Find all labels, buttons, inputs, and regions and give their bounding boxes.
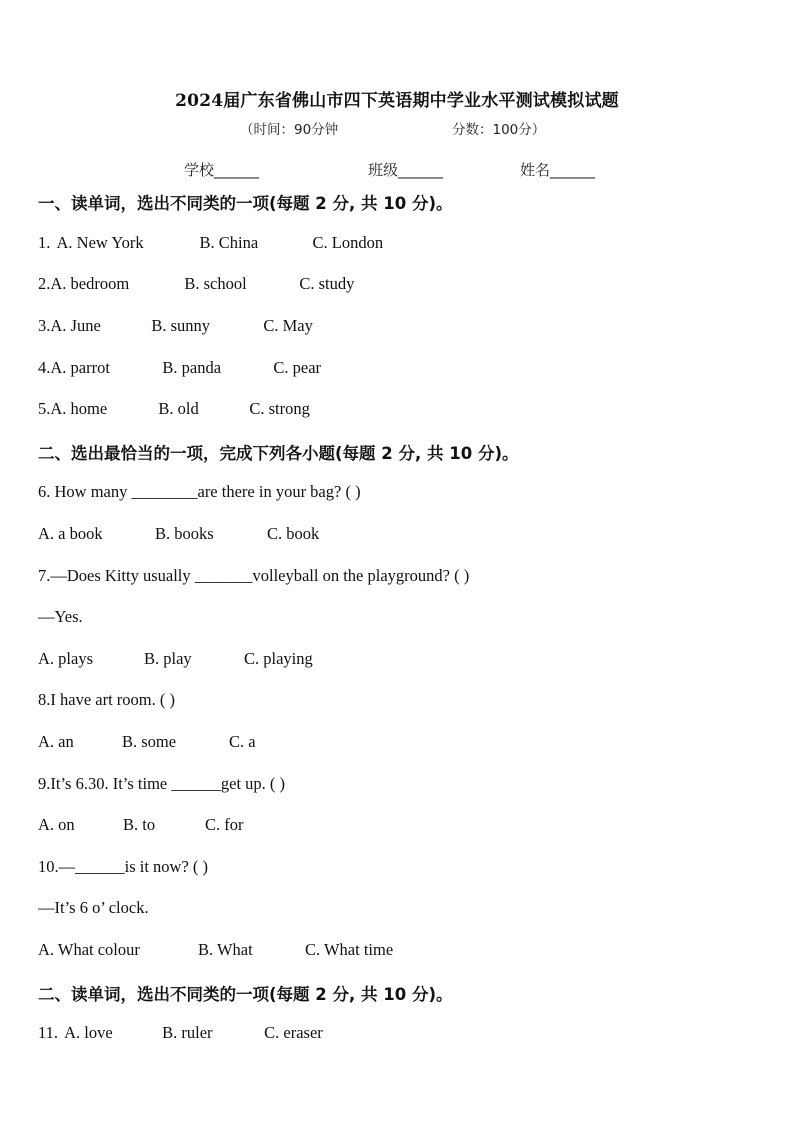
question-9-options [38, 815, 244, 835]
exam-time: （时间：90分钟 [240, 122, 339, 138]
question-9-stem: 9.It’s 6.30. It’s time ______get up. ( ) [38, 774, 286, 793]
question-7-options [38, 649, 313, 669]
section-heading-3: 二、读单词，选出不同类的一项(每题 2 分, 共 10 分)。 [38, 985, 453, 1004]
option-a: A. June [50, 316, 101, 335]
option-c: C. May [263, 316, 313, 335]
option-b: B. What [198, 940, 253, 959]
option-c: C. eraser [264, 1023, 323, 1042]
option-c: C. strong [249, 399, 310, 418]
option-c: C. study [299, 274, 355, 293]
question-number: 11. [38, 1023, 59, 1042]
option-c: C. playing [244, 649, 313, 668]
question-7-stem: 7.—Does Kitty usually _______volleyball on the playground? ( ) [38, 566, 470, 585]
option-a: A. New York [56, 233, 144, 252]
option-a: A. a book [38, 524, 103, 543]
exam-score: 分数：100分） [452, 122, 546, 138]
question-8-stem: 8.I have art room. ( ) [38, 690, 175, 709]
option-a: A. plays [38, 649, 93, 668]
question-6-options [38, 524, 319, 544]
option-a: A. home [50, 399, 108, 418]
exam-title: 2024届广东省佛山市四下英语期中学业水平测试模拟试题 [175, 91, 619, 111]
question-number: 3. [38, 316, 51, 335]
option-c: C. a [229, 732, 256, 751]
option-a: A. parrot [50, 358, 110, 377]
option-a: A. What colour [38, 940, 140, 959]
question-2 [38, 274, 354, 294]
question-10-options [38, 940, 393, 960]
question-4 [38, 358, 321, 378]
question-6-stem: 6. How many ________are there in your bag? ( ) [38, 482, 361, 501]
option-c: C. pear [273, 358, 322, 377]
option-b: B. old [158, 399, 199, 418]
option-a: A. an [38, 732, 74, 751]
question-number: 1. [38, 233, 51, 252]
option-b: B. to [123, 815, 156, 834]
question-10-reply: —It’s 6 o’ clock. [38, 898, 149, 917]
option-a: A. love [64, 1023, 113, 1042]
question-5 [38, 399, 310, 419]
question-3 [38, 316, 313, 336]
option-c: C. London [312, 233, 384, 252]
question-10-stem: 10.—______is it now? ( ) [38, 857, 209, 876]
option-b: B. China [199, 233, 259, 252]
question-8-options [38, 732, 256, 752]
option-b: B. books [155, 524, 214, 543]
section-heading-2: 二、选出最恰当的一项，完成下列各小题(每题 2 分, 共 10 分)。 [38, 444, 519, 463]
option-a: A. on [38, 815, 75, 834]
question-1 [38, 233, 383, 253]
option-b: B. some [122, 732, 177, 751]
option-b: B. ruler [162, 1023, 213, 1042]
option-c: C. book [267, 524, 320, 543]
question-7-reply: —Yes. [38, 607, 83, 626]
option-b: B. school [184, 274, 247, 293]
option-a: A. bedroom [50, 274, 130, 293]
question-number: 4. [38, 358, 51, 377]
question-11 [38, 1023, 323, 1043]
option-b: B. play [144, 649, 192, 668]
option-b: B. sunny [151, 316, 211, 335]
name-field: 姓名______ [520, 161, 596, 179]
class-field: 班级______ [368, 161, 444, 179]
school-field: 学校______ [184, 161, 260, 179]
section-heading-1: 一、读单词，选出不同类的一项(每题 2 分, 共 10 分)。 [38, 194, 453, 213]
option-c: C. What time [305, 940, 394, 959]
question-number: 2. [38, 274, 51, 293]
option-b: B. panda [162, 358, 222, 377]
question-number: 5. [38, 399, 51, 418]
option-c: C. for [205, 815, 244, 834]
